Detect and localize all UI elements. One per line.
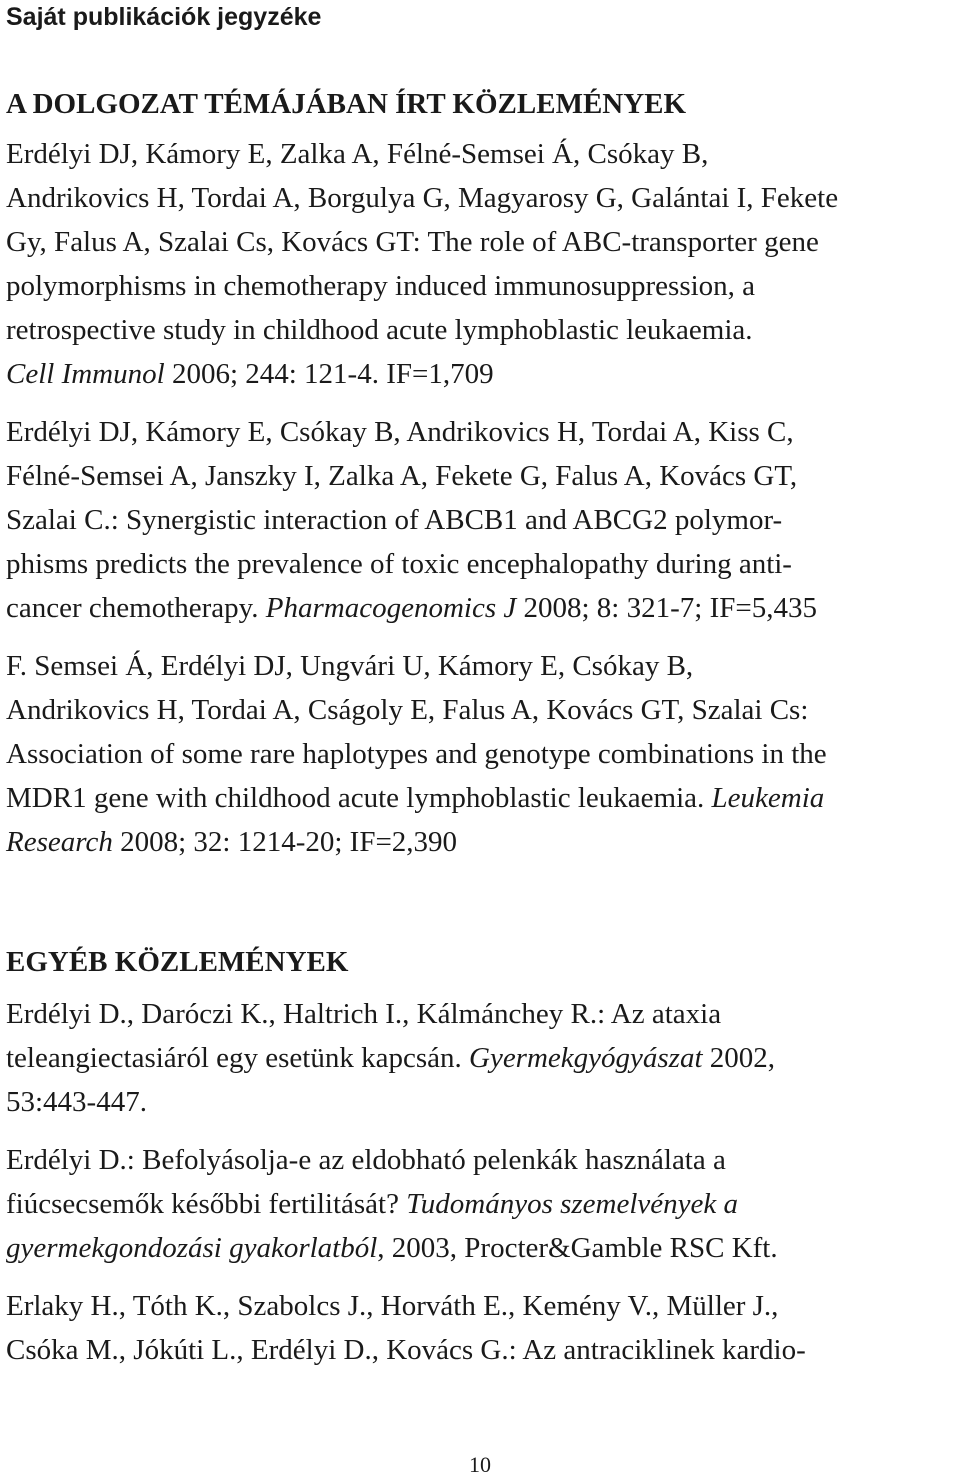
publication-entry: Erdélyi D.: Befolyásolja-e az eldobható pelenkák használata a fiúcsecsemők későbbi fertilitását? Tudományos szemelvények a gyermekgondozási gyakorlatból, 2003, Procter&Gamble RSC Kft. <box>6 1144 778 1264</box>
journal-name: Tudományos szemelvények a <box>406 1188 739 1220</box>
journal-name: Research <box>6 826 113 858</box>
journal-name: gyermekgondozási gyakorlatból <box>6 1232 378 1264</box>
publication-entry: F. Semsei Á, Erdélyi DJ, Ungvári U, Kámory E, Csókay B, Andrikovics H, Tordai A, Cságoly E, Falus A, Kovács GT, Szalai Cs: Association of some rare haplotypes and genotype combinations in the MDR1 gene with childhood acute lymphoblastic leukaemia. Leukemia Research 2008; 32: 1214-20; IF=2,390 <box>6 650 827 858</box>
journal-name: Gyermekgyógyászat <box>469 1042 703 1074</box>
journal-name: Leukemia <box>711 782 825 814</box>
publication-entry: Erdélyi D., Daróczi K., Haltrich I., Kálmánchey R.: Az ataxia teleangiectasiáról egy esetünk kapcsán. Gyermekgyógyászat 2002, 53:443-447. <box>6 998 776 1118</box>
publication-entry: Erdélyi DJ, Kámory E, Csókay B, Andrikovics H, Tordai A, Kiss C, Félné-Semsei A, Janszky I, Zalka A, Fekete G, Falus A, Kovács GT, Szalai C.: Synergistic interaction of ABCB1 and ABCG2 polymor- phisms predicts the prevalence of toxic encephalopathy during anti- cancer chemotherapy. Pharmacogenomics J 2008; 8: 321-7; IF=5,435 <box>6 416 817 624</box>
publication-entry: Erdélyi DJ, Kámory E, Zalka A, Félné-Semsei Á, Csókay B, Andrikovics H, Tordai A, Borgulya G, Magyarosy G, Galántai I, Fekete Gy, Falus A, Szalai Cs, Kovács GT: The role of ABC-transporter gene polymorphisms in chemotherapy induced immunosuppression, a retrospective study in childhood acute lymphoblastic leukaemia. Cell Immunol 2006; 244: 121-4. IF=1,709 <box>6 138 839 390</box>
section-heading-thesis-publications: A DOLGOZAT TÉMÁJÁBAN ÍRT KÖZLEMÉNYEK <box>6 88 687 120</box>
journal-name: Pharmacogenomics J <box>265 592 517 624</box>
journal-name: Cell Immunol <box>6 358 165 390</box>
page-title: Saját publikációk jegyzéke <box>6 3 322 31</box>
document-page <box>6 0 956 1386</box>
section-heading-other-publications: EGYÉB KÖZLEMÉNYEK <box>6 946 349 978</box>
page-number: 10 <box>469 1452 491 1477</box>
publication-entry: Erlaky H., Tóth K., Szabolcs J., Horváth E., Kemény V., Müller J., Csóka M., Jókúti L., Erdélyi D., Kovács G.: Az antraciklinek kardio- <box>6 1290 806 1366</box>
